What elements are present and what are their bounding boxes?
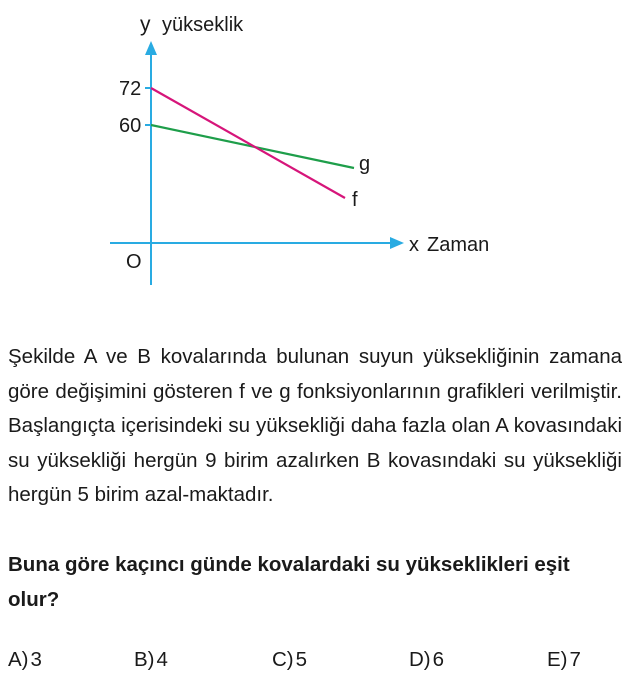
choice-b[interactable]: B)4 [134,648,168,671]
x-axis-arrow [390,237,404,249]
y-tick-label-72: 72 [119,78,142,100]
choice-c[interactable]: C)5 [272,648,308,671]
y-axis-name: yükseklik [162,14,244,36]
line-f [151,88,345,198]
line-f-label: f [352,189,358,211]
y-axis-arrow [145,41,157,55]
question-text: Buna göre kaçıncı günde kovalardaki su yükseklikleri eşit olur? [8,553,570,611]
graph-figure [0,0,631,320]
choice-e[interactable]: E)7 [547,648,581,671]
line-g-label: g [359,153,371,175]
x-axis-name: Zaman [427,234,490,256]
answer-choices [8,648,628,678]
choice-d[interactable]: D)6 [409,648,445,671]
problem-paragraph: Şekilde A ve B kovalarında bulunan suyun yüksekliğinin zamana göre değişimini gösteren f ve g fonksiyonlarının grafikleri verilmiştir. Başlangıçta içerisindeki su yüksekliği daha fazla olan A kovasındaki su yüksekliği hergün 9 birim azalırken B kovasındaki su yüksekliği hergün 5 birim azal-maktadır. [8,345,622,506]
y-tick-label-60: 60 [119,115,142,137]
origin-label: O [126,251,142,273]
y-axis-label: y [140,13,151,36]
x-axis-label: x [409,234,419,256]
choice-a[interactable]: A)3 [8,648,42,671]
